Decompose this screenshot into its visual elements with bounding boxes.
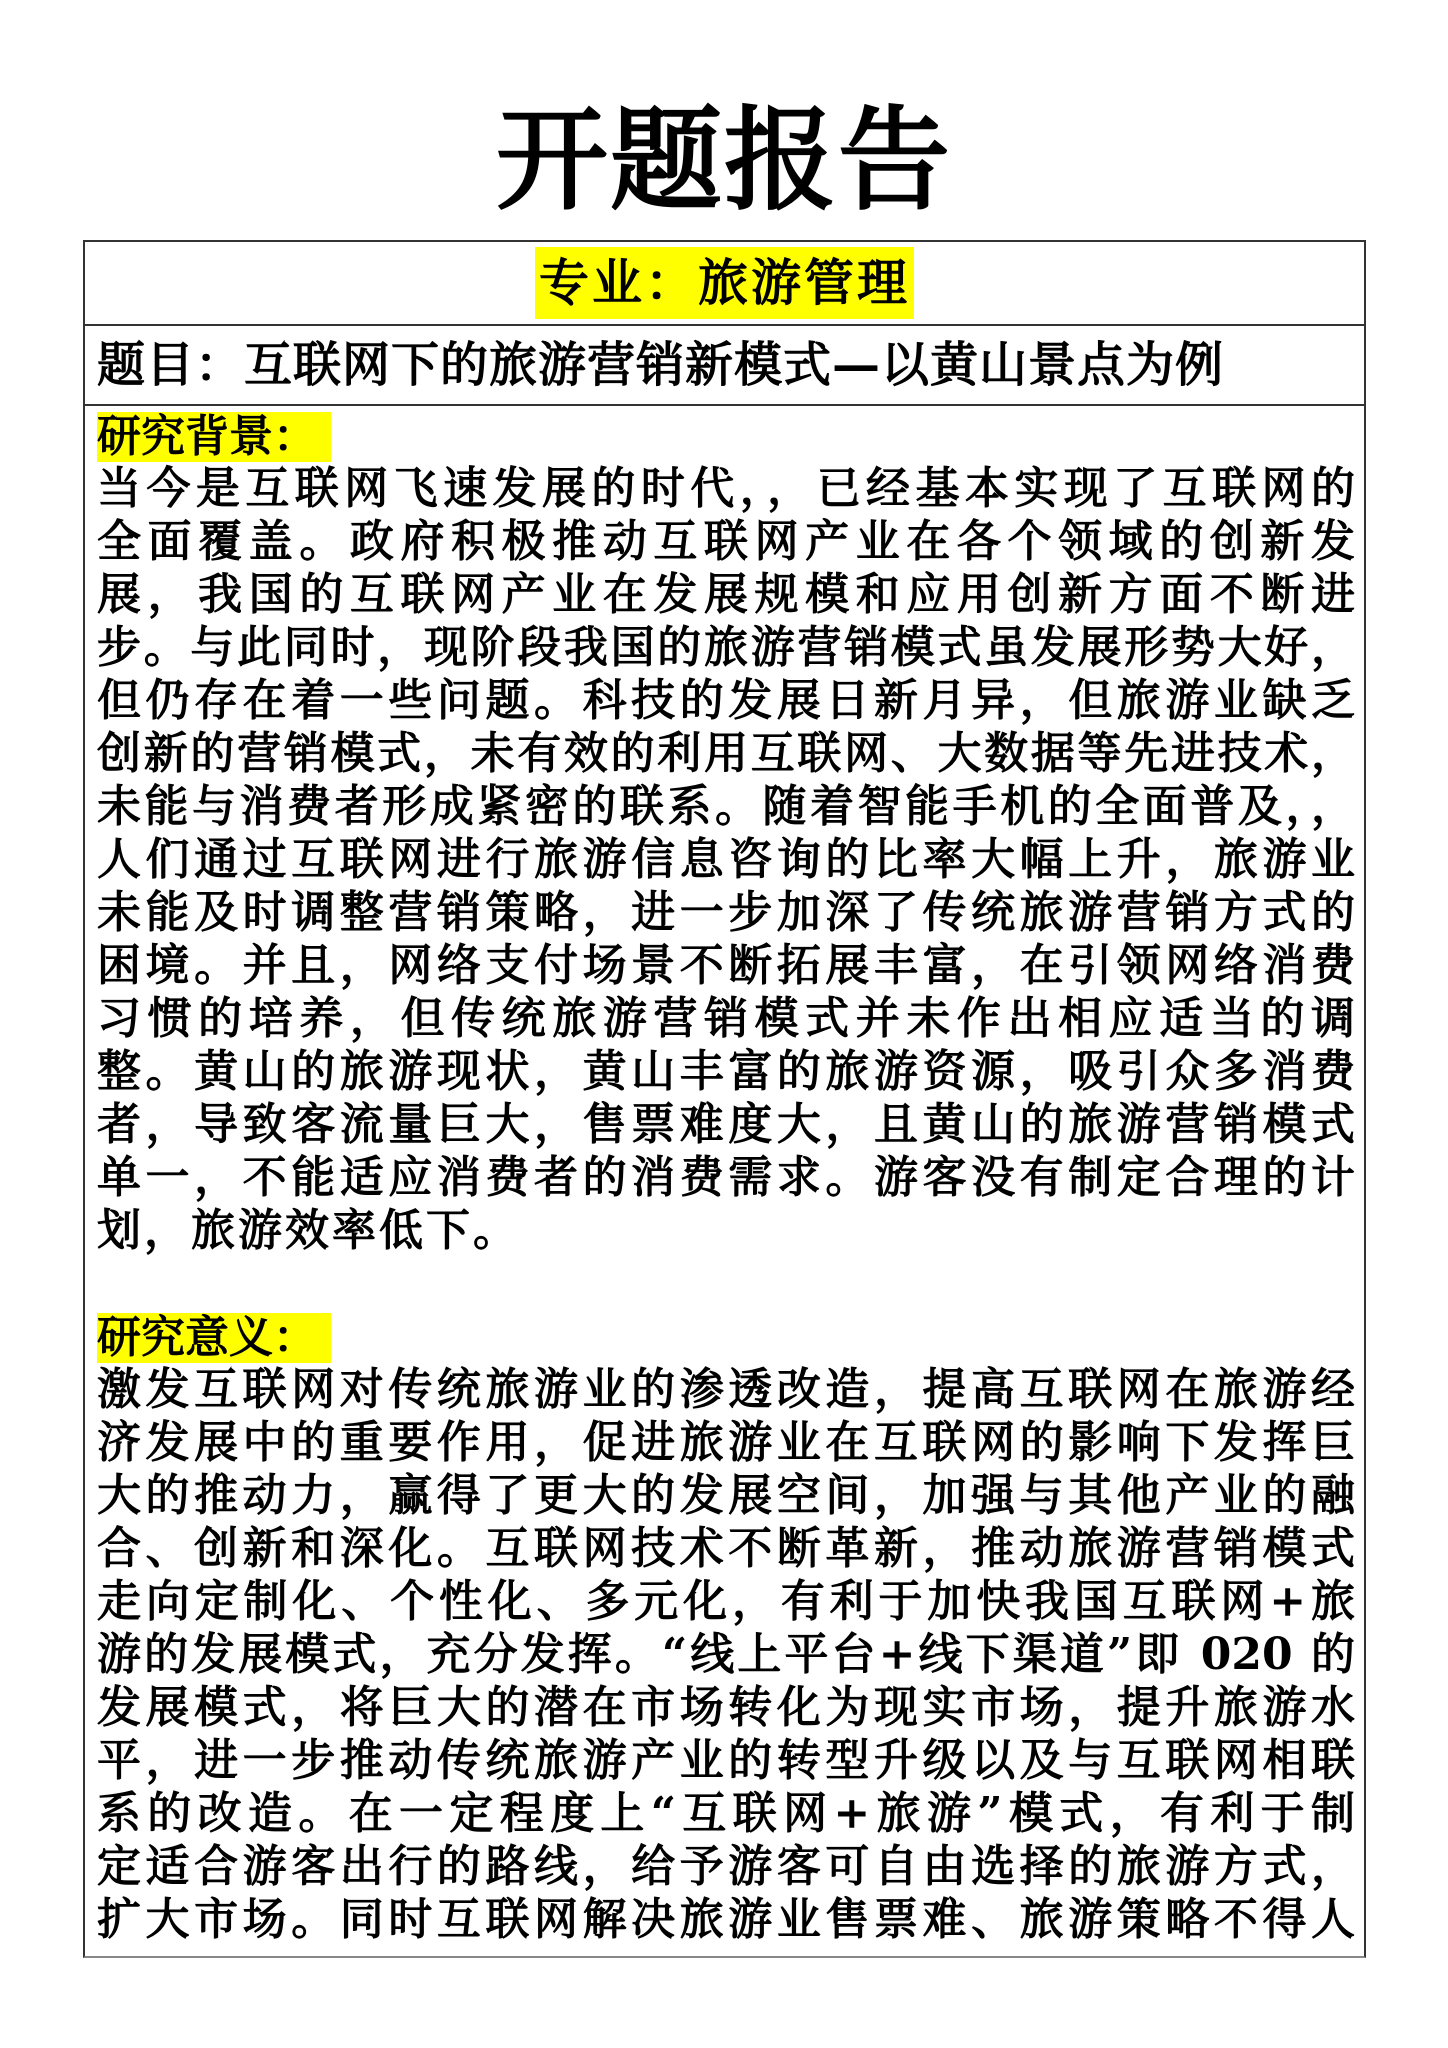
paragraph-line: 困境。并且，网络支付场景不断拓展丰富，在引领网络消费 [97, 940, 1355, 991]
paragraph-line: 创新的营销模式，未有效的利用互联网、大数据等先进技术， [97, 728, 1355, 779]
major-label: 专业：旅游管理 [535, 247, 914, 319]
document-title: 开题报告 [496, 96, 952, 226]
paragraph-line: 未能及时调整营销策略，进一步加深了传统旅游营销方式的 [97, 887, 1355, 938]
paragraph-line: 当今是互联网飞速发展的时代，，已经基本实现了互联网的 [97, 463, 1355, 514]
paragraph-line: 发展模式，将巨大的潜在市场转化为现实市场，提升旅游水 [97, 1682, 1355, 1733]
topic-label: 题目：互联网下的旅游营销新模式—以黄山景点为例 [97, 337, 1225, 393]
report-table [83, 240, 1366, 1958]
section-background [97, 412, 1354, 1257]
paragraph-line: 整。黄山的旅游现状，黄山丰富的旅游资源，吸引众多消费 [97, 1046, 1355, 1097]
paragraph-line: 走向定制化、个性化、多元化，有利于加快我国互联网+旅 [97, 1576, 1355, 1627]
section-significance [97, 1313, 1354, 1946]
paragraph-line: 定适合游客出行的路线，给予游客可自由选择的旅游方式， [97, 1841, 1355, 1892]
paragraph-line: 步。与此同时，现阶段我国的旅游营销模式虽发展形势大好， [97, 622, 1355, 673]
paragraph-line: 划，旅游效率低下。 [97, 1205, 520, 1256]
paragraph-line: 全面覆盖。政府积极推动互联网产业在各个领域的创新发 [97, 516, 1355, 567]
paragraph-line: 扩大市场。同时互联网解决旅游业售票难、旅游策略不得人 [97, 1894, 1355, 1945]
paragraph-line: 习惯的培养，但传统旅游营销模式并未作出相应适当的调 [97, 993, 1355, 1044]
paragraph-line: 激发互联网对传统旅游业的渗透改造，提高互联网在旅游经 [97, 1364, 1355, 1415]
paragraph-line: 者，导致客流量巨大，售票难度大，且黄山的旅游营销模式 [97, 1099, 1355, 1150]
section-spacer [97, 1257, 1354, 1313]
section-heading-significance: 研究意义： [97, 1313, 331, 1363]
content-cell [85, 406, 1364, 1956]
paragraph-line: 未能与消费者形成紧密的联系。随着智能手机的全面普及，， [97, 781, 1355, 832]
paragraph-line: 游的发展模式，充分发挥。“线上平台+线下渠道”即 020 的 [97, 1629, 1355, 1680]
topic-row [85, 326, 1364, 406]
paragraph-line: 大的推动力，赢得了更大的发展空间，加强与其他产业的融 [97, 1470, 1355, 1521]
paragraph-line: 平，进一步推动传统旅游产业的转型升级以及与互联网相联 [97, 1735, 1355, 1786]
paragraph-line: 展，我国的互联网产业在发展规模和应用创新方面不断进 [97, 569, 1355, 620]
paragraph-line: 但仍存在着一些问题。科技的发展日新月异，但旅游业缺乏 [97, 675, 1355, 726]
paragraph-line: 合、创新和深化。互联网技术不断革新，推动旅游营销模式 [97, 1523, 1355, 1574]
paragraph-line: 单一，不能适应消费者的消费需求。游客没有制定合理的计 [97, 1152, 1355, 1203]
major-row [85, 242, 1364, 326]
paragraph-line: 人们通过互联网进行旅游信息咨询的比率大幅上升，旅游业 [97, 834, 1355, 885]
paragraph-line: 系的改造。在一定程度上“互联网+旅游”模式，有利于制 [97, 1788, 1355, 1839]
paragraph-line: 济发展中的重要作用，促进旅游业在互联网的影响下发挥巨 [97, 1417, 1355, 1468]
section-heading-background: 研究背景： [97, 412, 331, 462]
